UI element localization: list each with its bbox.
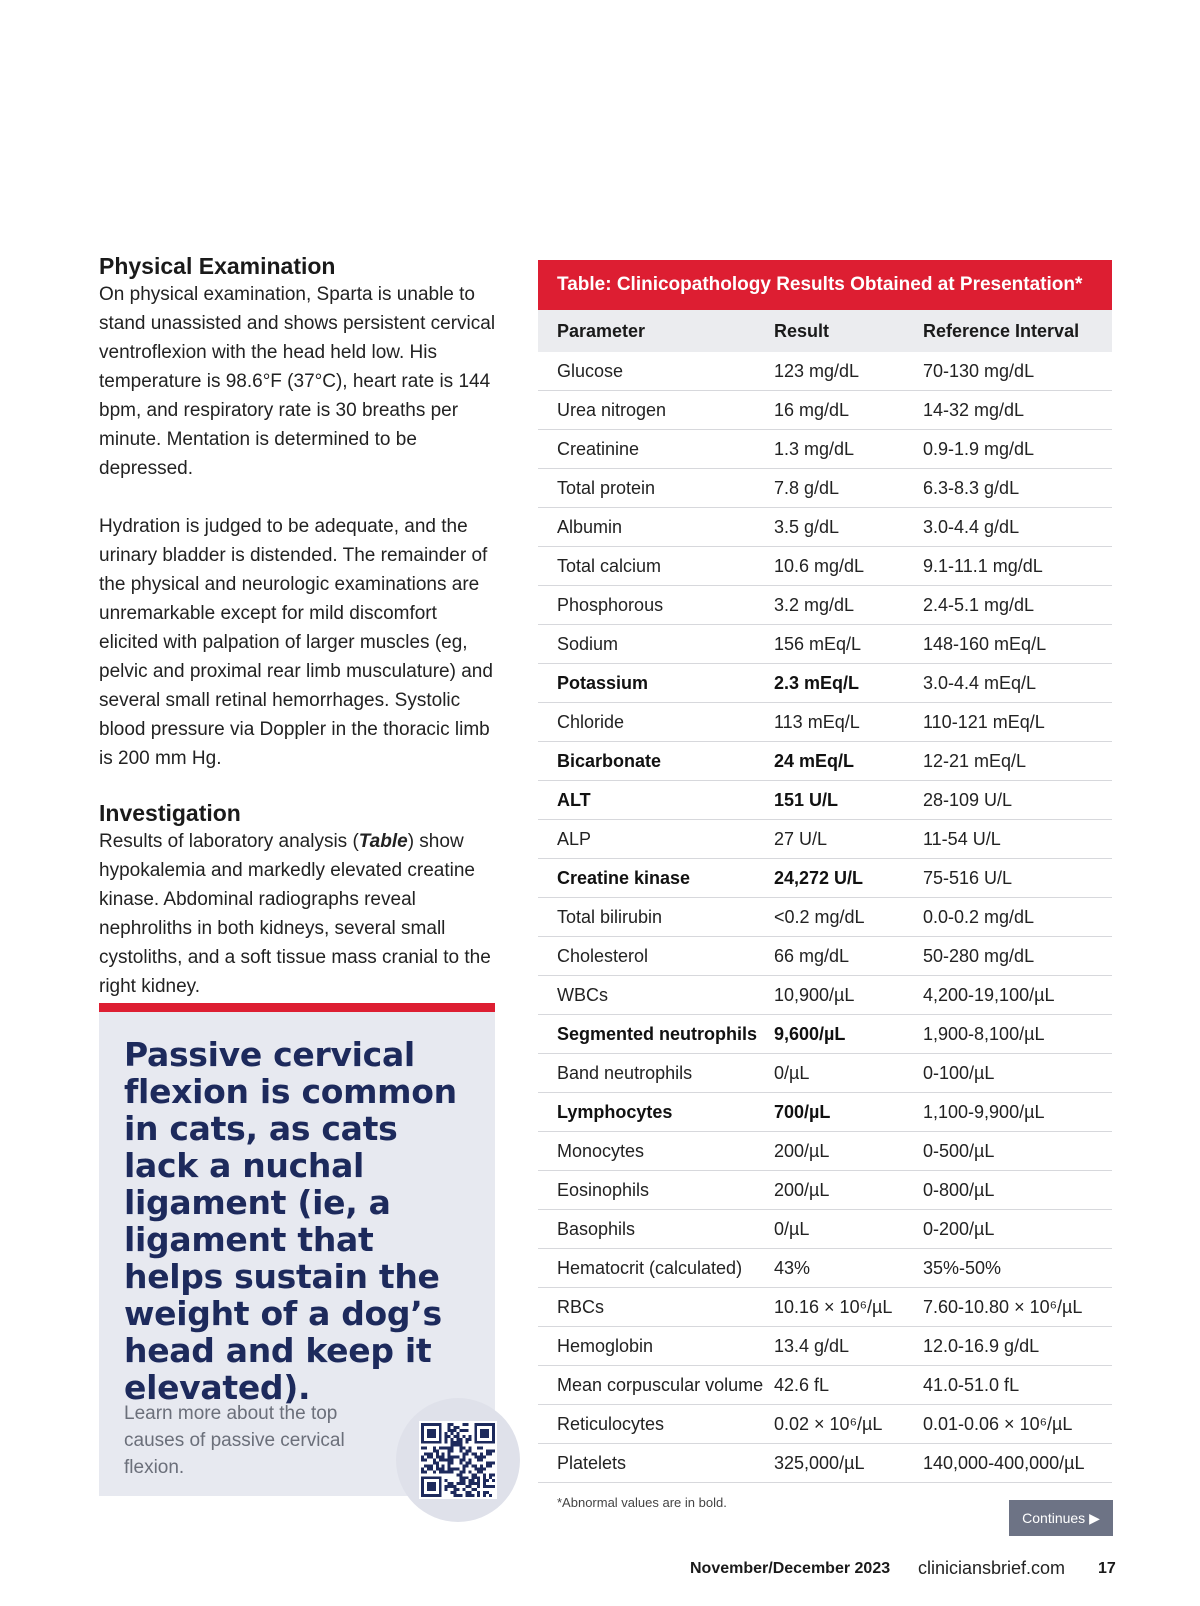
cell-result: 27 U/L — [755, 820, 904, 859]
cell-reference: 11-54 U/L — [904, 820, 1112, 859]
table-row — [538, 1249, 1112, 1288]
table-row — [538, 1366, 1112, 1405]
cell-result: <0.2 mg/dL — [755, 898, 904, 937]
cell-result: 42.6 fL — [755, 1366, 904, 1405]
cell-parameter: Potassium — [538, 664, 755, 703]
table-row — [538, 1405, 1112, 1444]
lab-results-table — [538, 310, 1112, 1483]
table-footnote: *Abnormal values are in bold. — [557, 1495, 727, 1510]
cell-reference: 7.60-10.80 × 10⁶/µL — [904, 1288, 1112, 1327]
cell-result: 66 mg/dL — [755, 937, 904, 976]
article-column — [99, 252, 499, 1001]
table-row — [538, 1093, 1112, 1132]
cell-result: 200/µL — [755, 1132, 904, 1171]
cell-parameter: Urea nitrogen — [538, 391, 755, 430]
cell-result: 43% — [755, 1249, 904, 1288]
column-header-reference: Reference Interval — [904, 310, 1112, 352]
cell-reference: 0-500/µL — [904, 1132, 1112, 1171]
cell-parameter: Segmented neutrophils — [538, 1015, 755, 1054]
cell-result: 0/µL — [755, 1210, 904, 1249]
cell-reference: 110-121 mEq/L — [904, 703, 1112, 742]
cell-result: 10,900/µL — [755, 976, 904, 1015]
table-row — [538, 1171, 1112, 1210]
table-row — [538, 937, 1112, 976]
cell-parameter: Lymphocytes — [538, 1093, 755, 1132]
cell-parameter: Hemoglobin — [538, 1327, 755, 1366]
cell-reference: 0.0-0.2 mg/dL — [904, 898, 1112, 937]
cell-parameter: Creatine kinase — [538, 859, 755, 898]
lab-results-table-panel — [538, 260, 1112, 1510]
physical-exam-heading: Physical Examination — [99, 253, 336, 279]
cell-result: 2.3 mEq/L — [755, 664, 904, 703]
footer-website[interactable]: cliniciansbrief.com — [918, 1558, 1066, 1578]
investigation-paragraph: Results of laboratory analysis (Table) show hypokalemia and markedly elevated creatine kinase. Abdominal radiographs reveal nephroliths in both kidneys, several small cystoliths, and a soft tissue mass cranial to the right kidney. — [99, 831, 491, 997]
cell-result: 10.6 mg/dL — [755, 547, 904, 586]
cell-reference: 0.01-0.06 × 10⁶/µL — [904, 1405, 1112, 1444]
cell-parameter: Phosphorous — [538, 586, 755, 625]
table-row — [538, 391, 1112, 430]
table-row — [538, 430, 1112, 469]
cell-reference: 6.3-8.3 g/dL — [904, 469, 1112, 508]
qr-code-icon — [419, 1421, 497, 1499]
cell-reference: 1,100-9,900/µL — [904, 1093, 1112, 1132]
cell-parameter: Eosinophils — [538, 1171, 755, 1210]
cell-result: 13.4 g/dL — [755, 1327, 904, 1366]
cell-parameter: Basophils — [538, 1210, 755, 1249]
cell-result: 700/µL — [755, 1093, 904, 1132]
cell-parameter: Reticulocytes — [538, 1405, 755, 1444]
cell-parameter: Mean corpuscular volume — [538, 1366, 755, 1405]
table-row — [538, 1327, 1112, 1366]
table-row — [538, 898, 1112, 937]
table-row — [538, 1015, 1112, 1054]
cell-parameter: Creatinine — [538, 430, 755, 469]
cell-parameter: RBCs — [538, 1288, 755, 1327]
cell-result: 325,000/µL — [755, 1444, 904, 1483]
cell-parameter: Total calcium — [538, 547, 755, 586]
column-header-parameter: Parameter — [538, 310, 755, 352]
investigation-heading: Investigation — [99, 800, 241, 826]
cell-result: 156 mEq/L — [755, 625, 904, 664]
footer-page-number: 17 — [1098, 1560, 1116, 1577]
cell-reference: 148-160 mEq/L — [904, 625, 1112, 664]
cell-parameter: Monocytes — [538, 1132, 755, 1171]
table-row — [538, 469, 1112, 508]
cell-reference: 12.0-16.9 g/dL — [904, 1327, 1112, 1366]
cell-result: 113 mEq/L — [755, 703, 904, 742]
table-row — [538, 508, 1112, 547]
cell-parameter: Total bilirubin — [538, 898, 755, 937]
qr-code-badge[interactable] — [396, 1398, 520, 1522]
table-row — [538, 742, 1112, 781]
cell-reference: 14-32 mg/dL — [904, 391, 1112, 430]
table-title: Table: Clinicopathology Results Obtained at Presentation* — [538, 260, 1112, 310]
table-row — [538, 1210, 1112, 1249]
cell-reference: 75-516 U/L — [904, 859, 1112, 898]
cell-reference: 41.0-51.0 fL — [904, 1366, 1112, 1405]
cell-result: 3.2 mg/dL — [755, 586, 904, 625]
table-row — [538, 1132, 1112, 1171]
table-row — [538, 625, 1112, 664]
table-row — [538, 352, 1112, 391]
cell-reference: 1,900-8,100/µL — [904, 1015, 1112, 1054]
column-header-result: Result — [755, 310, 904, 352]
table-row — [538, 820, 1112, 859]
cell-result: 200/µL — [755, 1171, 904, 1210]
table-row — [538, 586, 1112, 625]
cell-parameter: Glucose — [538, 352, 755, 391]
cell-reference: 9.1-11.1 mg/dL — [904, 547, 1112, 586]
cell-reference: 35%-50% — [904, 1249, 1112, 1288]
cell-reference: 3.0-4.4 g/dL — [904, 508, 1112, 547]
cell-reference: 12-21 mEq/L — [904, 742, 1112, 781]
cell-reference: 2.4-5.1 mg/dL — [904, 586, 1112, 625]
cell-result: 16 mg/dL — [755, 391, 904, 430]
cell-result: 123 mg/dL — [755, 352, 904, 391]
cell-result: 7.8 g/dL — [755, 469, 904, 508]
cell-result: 24 mEq/L — [755, 742, 904, 781]
table-row — [538, 1054, 1112, 1093]
footer-issue-date: November/December 2023 — [690, 1560, 891, 1577]
table-row — [538, 703, 1112, 742]
cell-result: 1.3 mg/dL — [755, 430, 904, 469]
cell-parameter: Bicarbonate — [538, 742, 755, 781]
table-row — [538, 664, 1112, 703]
cell-parameter: ALP — [538, 820, 755, 859]
table-row — [538, 547, 1112, 586]
table-row — [538, 1288, 1112, 1327]
cell-result: 10.16 × 10⁶/µL — [755, 1288, 904, 1327]
table-row — [538, 859, 1112, 898]
table-row — [538, 1444, 1112, 1483]
table-header-row — [538, 310, 1112, 352]
table-row — [538, 976, 1112, 1015]
cell-result: 3.5 g/dL — [755, 508, 904, 547]
cell-reference: 70-130 mg/dL — [904, 352, 1112, 391]
cell-reference: 28-109 U/L — [904, 781, 1112, 820]
cell-parameter: Cholesterol — [538, 937, 755, 976]
cell-parameter: Sodium — [538, 625, 755, 664]
cell-result: 151 U/L — [755, 781, 904, 820]
cell-parameter: Albumin — [538, 508, 755, 547]
cell-reference: 0-100/µL — [904, 1054, 1112, 1093]
cell-reference: 0.9-1.9 mg/dL — [904, 430, 1112, 469]
cell-reference: 4,200-19,100/µL — [904, 976, 1112, 1015]
cell-reference: 3.0-4.4 mEq/L — [904, 664, 1112, 703]
cell-result: 9,600/µL — [755, 1015, 904, 1054]
table-reference-link[interactable]: Table — [358, 831, 408, 852]
cell-parameter: Chloride — [538, 703, 755, 742]
physical-exam-paragraph-2: Hydration is judged to be adequate, and the urinary bladder is distended. The remainder of the physical and neurologic examinations are unremarkable except for mild discomfort elicited with palpation of larger muscles (eg, pelvic and proximal rear limb musculature) and several small retinal hemorrhages. Systolic blood pressure via Doppler in the thoracic limb is 200 mm Hg. — [99, 516, 493, 769]
cell-result: 24,272 U/L — [755, 859, 904, 898]
cell-parameter: Hematocrit (calculated) — [538, 1249, 755, 1288]
cell-result: 0.02 × 10⁶/µL — [755, 1405, 904, 1444]
cell-parameter: Band neutrophils — [538, 1054, 755, 1093]
continues-button[interactable]: Continues ▶ — [1009, 1500, 1113, 1536]
table-row — [538, 781, 1112, 820]
cell-parameter: Platelets — [538, 1444, 755, 1483]
cell-result: 0/µL — [755, 1054, 904, 1093]
cell-reference: 50-280 mg/dL — [904, 937, 1112, 976]
cell-parameter: ALT — [538, 781, 755, 820]
cell-reference: 0-800/µL — [904, 1171, 1112, 1210]
cell-parameter: WBCs — [538, 976, 755, 1015]
learn-more-link[interactable]: Learn more about the top causes of passive cervical flexion. — [124, 1403, 345, 1478]
cell-parameter: Total protein — [538, 469, 755, 508]
cell-reference: 140,000-400,000/µL — [904, 1444, 1112, 1483]
pull-quote-text: Passive cervical flexion is common in cats, as cats lack a nuchal ligament (ie, a ligament that helps sustain the weight of a dog’s head and keep it elevated). — [124, 1035, 457, 1407]
physical-exam-paragraph-1: On physical examination, Sparta is unable to stand unassisted and shows persistent cervical ventroflexion with the head held low. His temperature is 98.6°F (37°C), heart rate is 144 bpm, and respiratory rate is 30 breaths per minute. Mentation is determined to be depressed. — [99, 284, 496, 479]
cell-reference: 0-200/µL — [904, 1210, 1112, 1249]
